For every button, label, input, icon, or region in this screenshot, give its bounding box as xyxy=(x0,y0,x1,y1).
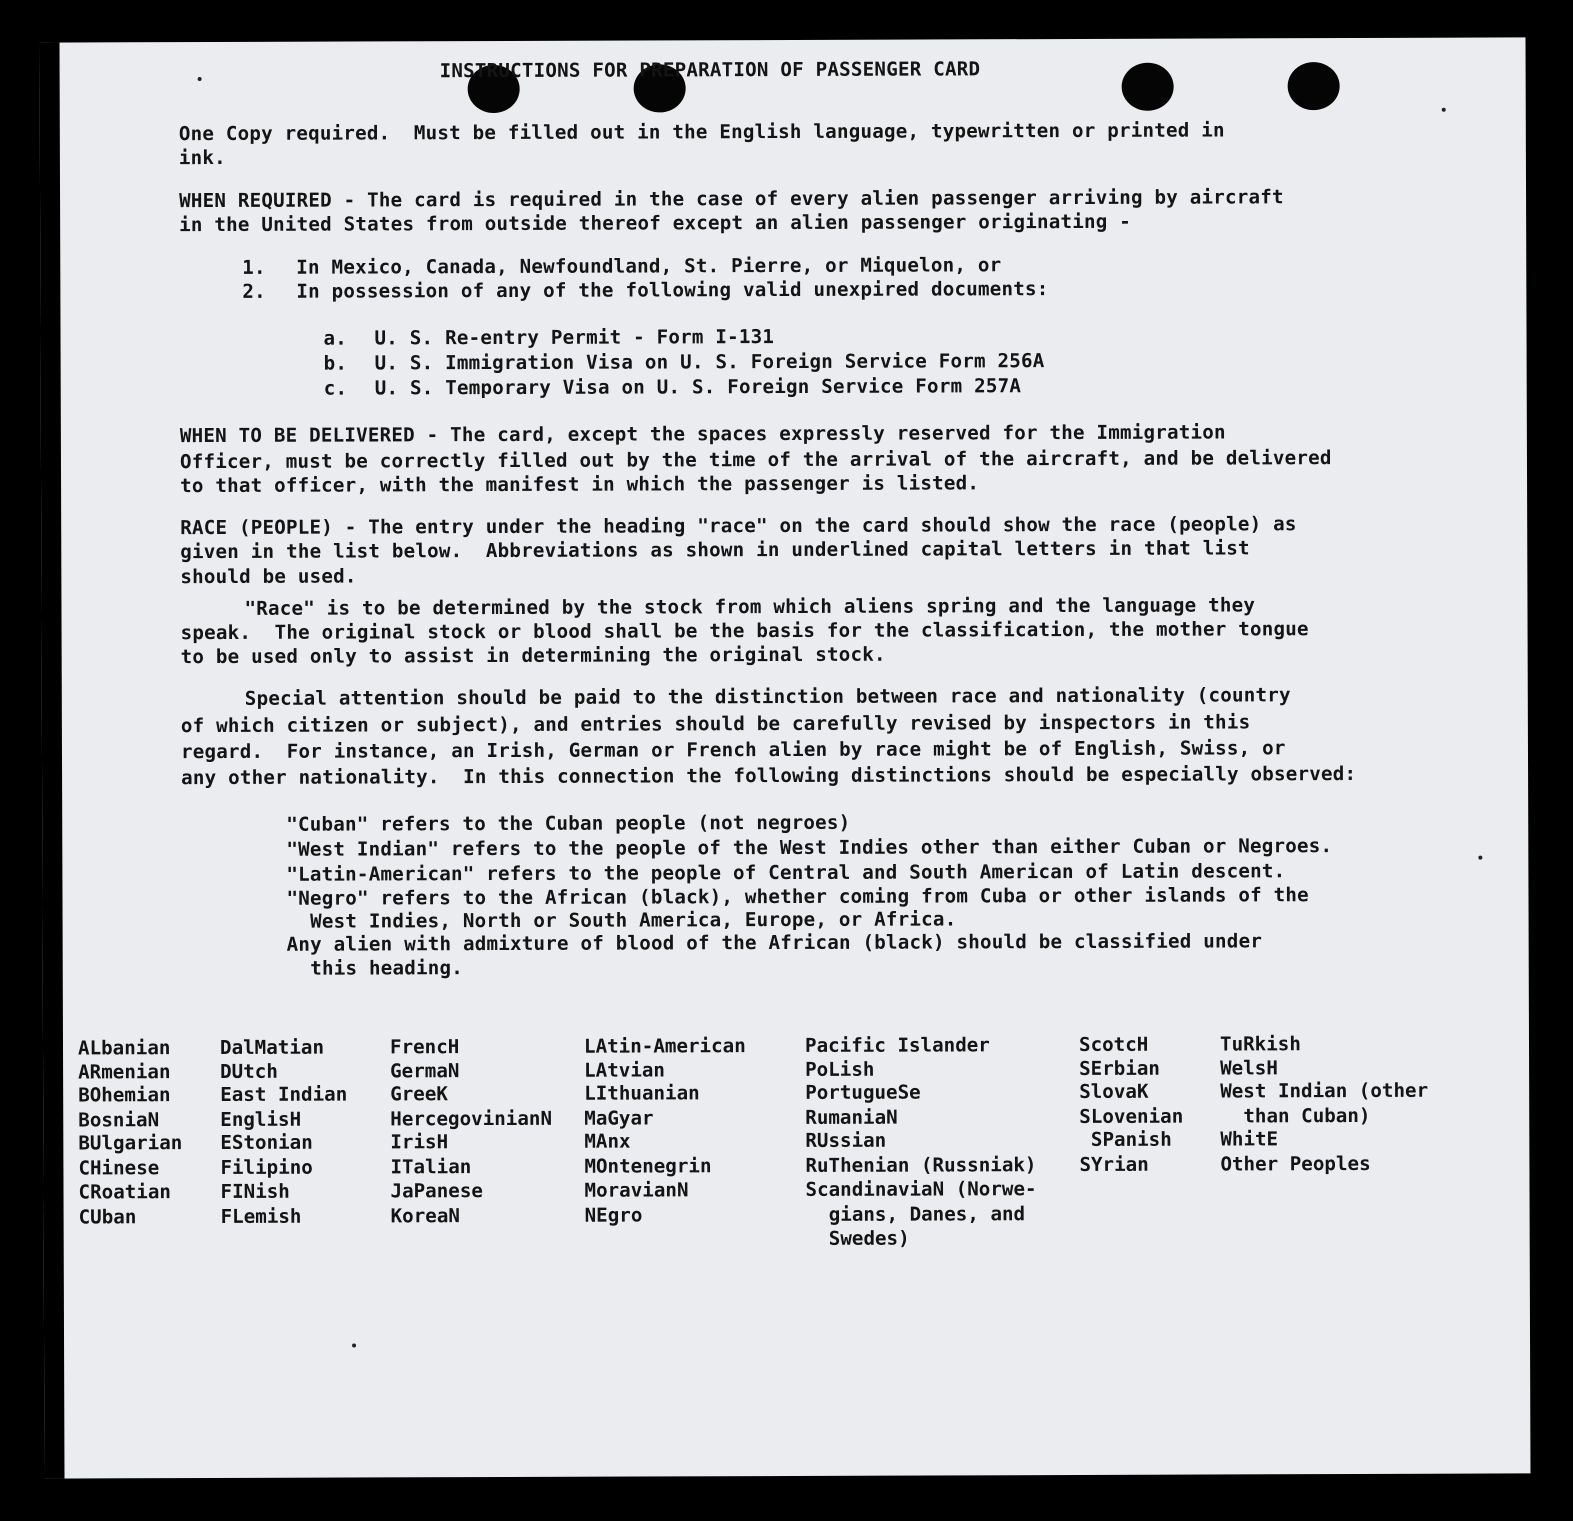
when-delivered-line: Officer, must be correctly filled out by the time of the arrival of the aircraft, and be delivered xyxy=(179,446,1332,474)
document-text: U. S. Temporary Visa on U. S. Foreign Service Form 257A xyxy=(374,374,1022,400)
race-list-item: WelsH xyxy=(1220,1056,1278,1080)
race-list-item: SYrian xyxy=(1079,1152,1149,1176)
race-list-item: BUlgarian xyxy=(78,1131,183,1155)
race-list-item: TuRkish xyxy=(1219,1032,1301,1056)
race-list-item: IrisH xyxy=(390,1130,449,1154)
exception-number: 2. xyxy=(242,279,266,303)
race-list-item: gians, Danes, and xyxy=(805,1202,1026,1226)
punch-hole xyxy=(1288,62,1340,110)
race-list-item: NEgro xyxy=(584,1203,643,1227)
distinction-line: West Indies, North or South America, Europe, or Africa. xyxy=(286,907,957,933)
race-list-item: MOntenegrin xyxy=(584,1154,712,1178)
race-list-item: Filipino xyxy=(220,1155,313,1179)
race-list-item: BOhemian xyxy=(78,1083,171,1107)
race-list-item: MaGyar xyxy=(584,1106,654,1130)
when-required-line: WHEN REQUIRED - The card is required in the case of every alien passenger arriving by aircraft xyxy=(179,185,1284,213)
distinction-line: "Latin-American" refers to the people of Central and South American of Latin descent. xyxy=(286,859,1286,886)
speck xyxy=(1442,108,1446,112)
when-required-line: in the United States from outside thereof except an alien passenger originating - xyxy=(179,209,1132,237)
exception-number: 1. xyxy=(242,255,266,279)
distinction-line: this heading. xyxy=(286,956,464,980)
race-list-item: EnglisH xyxy=(220,1107,302,1131)
race-list-item: East Indian xyxy=(220,1082,348,1106)
intro-line: One Copy required. Must be filled out in the English language, typewritten or printed in xyxy=(178,118,1225,146)
exception-text: In Mexico, Canada, Newfoundland, St. Pierre, or Miquelon, or xyxy=(296,253,1002,279)
race-list-item: SLovenian xyxy=(1079,1104,1184,1128)
race-people-line: RACE (PEOPLE) - The entry under the heading "race" on the card should show the race (people) as xyxy=(180,512,1297,540)
race-list-item: SPanish xyxy=(1079,1127,1172,1151)
race-list-item: DUtch xyxy=(220,1059,278,1083)
race-people-line: given in the list below. Abbreviations as shown in underlined capital letters in that list xyxy=(180,536,1250,564)
race-definition-line: "Race" is to be determined by the stock from which aliens spring and the language they xyxy=(244,593,1256,620)
race-list-item: WhitE xyxy=(1220,1127,1279,1151)
race-list-item: RumaniaN xyxy=(805,1105,898,1129)
race-list-item: DalMatian xyxy=(219,1035,325,1059)
race-list-item: LAtvian xyxy=(584,1058,666,1082)
exception-text: In possession of any of the following valid unexpired documents: xyxy=(296,277,1049,303)
page-title: INSTRUCTIONS FOR PREPARATION OF PASSENGER CARD xyxy=(439,57,981,83)
race-list-item: PoLish xyxy=(805,1057,875,1081)
race-list-item: GermaN xyxy=(390,1059,460,1083)
race-list-item: ITalian xyxy=(390,1155,472,1179)
when-delivered-line: to that officer, with the manifest in which the passenger is listed. xyxy=(180,471,980,498)
race-list-item: ScotcH xyxy=(1078,1032,1149,1056)
race-people-line: should be used. xyxy=(180,564,357,589)
race-list-item: GreeK xyxy=(390,1082,448,1106)
race-list-item: FLemish xyxy=(220,1204,302,1228)
document-text: U. S. Immigration Visa on U. S. Foreign Service Form 256A xyxy=(374,349,1045,375)
race-list-item: KoreaN xyxy=(390,1204,460,1228)
race-list-item: FINish xyxy=(220,1179,290,1203)
race-list-item: Swedes) xyxy=(805,1226,910,1250)
special-attention-line: any other nationality. In this connection the following distinctions should be especially observed: xyxy=(181,762,1357,790)
race-list-item: CRoatian xyxy=(78,1180,171,1204)
race-list-item: FrencH xyxy=(389,1035,460,1059)
race-list-item: Pacific Islander xyxy=(804,1033,990,1057)
race-list-item: ScandinaviaN (Norwe- xyxy=(805,1177,1037,1201)
race-list-item: LAtin-American xyxy=(583,1034,746,1058)
when-delivered-line: WHEN TO BE DELIVERED - The card, except the spaces expressly reserved for the Immigration xyxy=(179,420,1226,448)
race-list-item: ALbanian xyxy=(77,1036,171,1060)
page-left-edge xyxy=(39,43,64,1479)
race-list-item: LIthuanian xyxy=(584,1081,700,1105)
race-list-item: SErbian xyxy=(1079,1056,1161,1080)
race-list-item: Other Peoples xyxy=(1220,1151,1371,1176)
distinction-line: "Negro" refers to the African (black), whether coming from Cuba or other islands of the xyxy=(286,883,1309,910)
race-list-item: CHinese xyxy=(78,1156,160,1180)
speck xyxy=(1478,856,1482,860)
race-definition-line: to be used only to assist in determining the original stock. xyxy=(180,642,886,669)
race-list-item: JaPanese xyxy=(390,1179,483,1203)
race-list-item: than Cuban) xyxy=(1220,1103,1371,1128)
speck xyxy=(352,1344,356,1348)
punch-hole xyxy=(1122,63,1174,111)
race-list-item: MAnx xyxy=(584,1129,631,1153)
speck xyxy=(198,77,202,81)
race-list-item: CUban xyxy=(78,1205,137,1229)
race-list-item: MoravianN xyxy=(584,1178,689,1202)
document-letter: b. xyxy=(323,351,348,375)
distinction-line: "Cuban" refers to the Cuban people (not negroes) xyxy=(286,810,851,836)
race-list-item: HercegovinianN xyxy=(390,1106,553,1131)
race-definition-line: speak. The original stock or blood shall be the basis for the classification, the mother tongue xyxy=(180,617,1309,645)
race-list-item: SlovaK xyxy=(1079,1079,1149,1103)
special-attention-line: of which citizen or subject), and entries should be carefully revised by inspectors in this xyxy=(180,710,1251,738)
document-letter: c. xyxy=(323,376,348,400)
distinction-line: "West Indian" refers to the people of the West Indies other than either Cuban or Negroes. xyxy=(286,834,1333,861)
document-text: U. S. Re-entry Permit - Form I-131 xyxy=(374,325,775,350)
race-list-item: West Indian (other xyxy=(1220,1078,1429,1103)
intro-line: ink. xyxy=(178,145,226,170)
race-list-item: BosniaN xyxy=(78,1108,160,1132)
special-attention-line: regard. For instance, an Irish, German or French alien by race might be of English, Swiss, or xyxy=(180,736,1286,764)
document-letter: a. xyxy=(323,326,348,350)
race-list-item: EStonian xyxy=(220,1130,313,1154)
race-list-item: RuThenian (Russniak) xyxy=(805,1153,1037,1177)
distinction-line: Any alien with admixture of blood of the African (black) should be classified under xyxy=(286,929,1263,956)
special-attention-line: Special attention should be paid to the distinction between race and nationality (country xyxy=(244,683,1291,710)
race-list-item: PortugueSe xyxy=(805,1080,921,1104)
race-list-item: RUssian xyxy=(805,1128,887,1152)
race-list-item: ARmenian xyxy=(78,1060,171,1084)
passenger-card-instructions-page xyxy=(39,37,1530,1478)
